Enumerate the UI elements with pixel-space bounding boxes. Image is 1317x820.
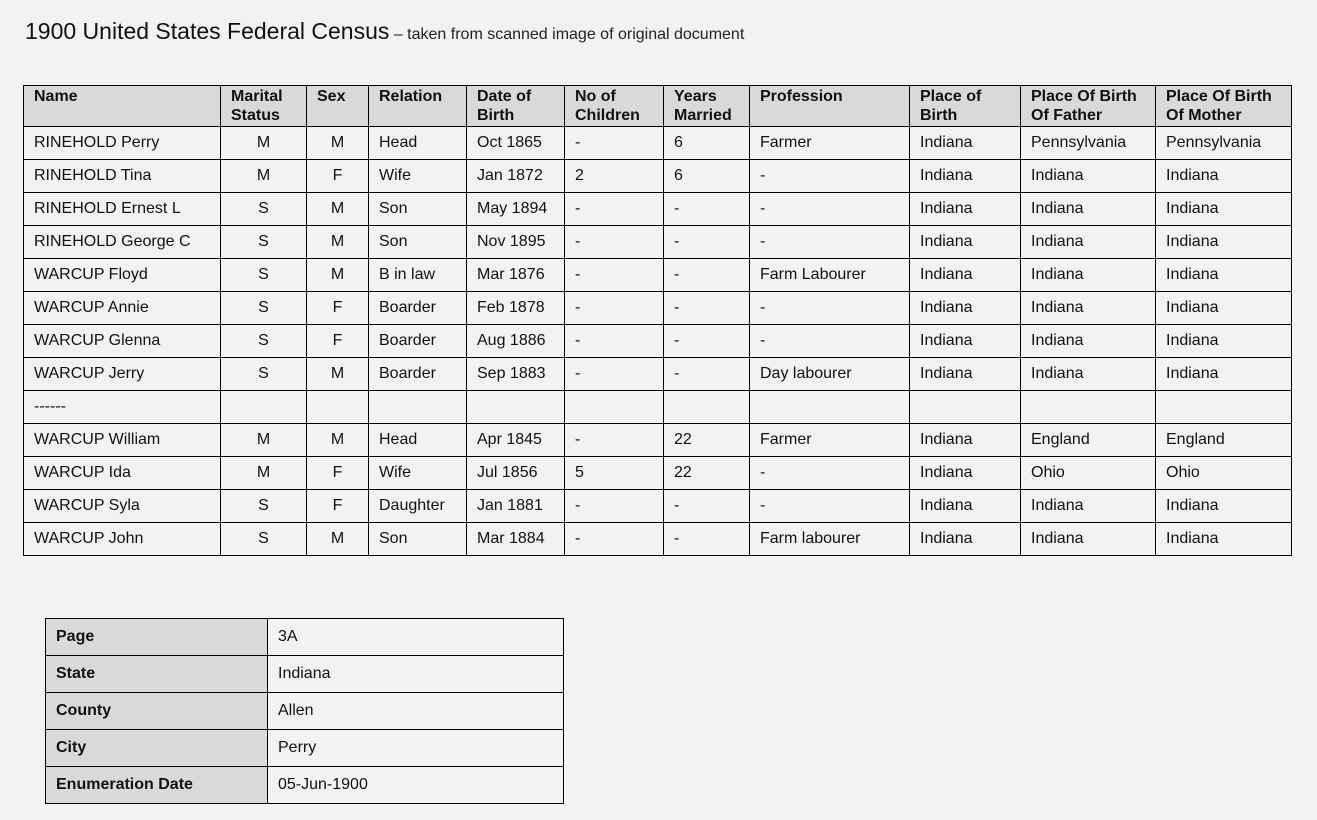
cell-place-of-birth: Indiana (910, 490, 1021, 523)
cell-no-of-children: - (565, 358, 664, 391)
cell-place-of-birth-mother: Indiana (1156, 259, 1292, 292)
cell-marital-status: S (221, 358, 307, 391)
cell-sex: M (307, 259, 369, 292)
cell-marital-status (221, 391, 307, 424)
cell-marital-status: S (221, 523, 307, 556)
cell-relation: B in law (369, 259, 467, 292)
cell-date-of-birth (467, 391, 565, 424)
info-row (46, 619, 564, 656)
cell-place-of-birth-father: Indiana (1021, 490, 1156, 523)
cell-place-of-birth-mother: Indiana (1156, 490, 1292, 523)
cell-marital-status: S (221, 490, 307, 523)
cell-place-of-birth-mother: Indiana (1156, 160, 1292, 193)
cell-marital-status: M (221, 457, 307, 490)
info-value: Perry (268, 730, 564, 767)
cell-profession: - (750, 292, 910, 325)
info-row (46, 767, 564, 804)
cell-place-of-birth-mother: Indiana (1156, 292, 1292, 325)
cell-marital-status: S (221, 226, 307, 259)
cell-date-of-birth: Aug 1886 (467, 325, 565, 358)
cell-relation: Boarder (369, 325, 467, 358)
cell-place-of-birth: Indiana (910, 292, 1021, 325)
cell-years-married: - (664, 226, 750, 259)
cell-date-of-birth: Feb 1878 (467, 292, 565, 325)
table-row (24, 424, 1292, 457)
cell-sex: M (307, 193, 369, 226)
table-row (24, 160, 1292, 193)
cell-name: RINEHOLD George C (24, 226, 221, 259)
cell-relation (369, 391, 467, 424)
table-row (24, 391, 1292, 424)
cell-place-of-birth-father: Pennsylvania (1021, 127, 1156, 160)
cell-place-of-birth-father: Indiana (1021, 193, 1156, 226)
cell-profession: - (750, 226, 910, 259)
cell-no-of-children: - (565, 424, 664, 457)
cell-name: WARCUP John (24, 523, 221, 556)
cell-profession: Farm labourer (750, 523, 910, 556)
cell-sex: F (307, 160, 369, 193)
census-header-row (24, 86, 1292, 127)
cell-place-of-birth-mother: Indiana (1156, 325, 1292, 358)
cell-place-of-birth-mother: Indiana (1156, 358, 1292, 391)
cell-years-married: - (664, 193, 750, 226)
cell-name: WARCUP Syla (24, 490, 221, 523)
cell-years-married: - (664, 358, 750, 391)
cell-relation: Boarder (369, 292, 467, 325)
cell-marital-status: S (221, 193, 307, 226)
table-row (24, 292, 1292, 325)
column-header-no-of-children: No of Children (565, 86, 664, 127)
cell-place-of-birth-mother: Indiana (1156, 193, 1292, 226)
cell-place-of-birth-father: Indiana (1021, 325, 1156, 358)
cell-place-of-birth-father: Indiana (1021, 160, 1156, 193)
cell-date-of-birth: Jan 1872 (467, 160, 565, 193)
cell-place-of-birth-father: Indiana (1021, 292, 1156, 325)
table-row (24, 259, 1292, 292)
cell-place-of-birth: Indiana (910, 226, 1021, 259)
cell-profession: Day labourer (750, 358, 910, 391)
cell-sex: M (307, 358, 369, 391)
cell-place-of-birth-father (1021, 391, 1156, 424)
cell-years-married: 22 (664, 424, 750, 457)
cell-profession: - (750, 457, 910, 490)
cell-name: WARCUP Glenna (24, 325, 221, 358)
column-header-place-of-birth: Place of Birth (910, 86, 1021, 127)
cell-sex: M (307, 523, 369, 556)
info-row (46, 693, 564, 730)
column-header-relation: Relation (369, 86, 467, 127)
cell-sex: F (307, 490, 369, 523)
cell-relation: Son (369, 193, 467, 226)
cell-profession: - (750, 325, 910, 358)
cell-date-of-birth: Nov 1895 (467, 226, 565, 259)
column-header-marital-status: Marital Status (221, 86, 307, 127)
cell-years-married: 6 (664, 160, 750, 193)
cell-relation: Head (369, 127, 467, 160)
cell-place-of-birth: Indiana (910, 127, 1021, 160)
column-header-years-married: Years Married (664, 86, 750, 127)
cell-relation: Daughter (369, 490, 467, 523)
cell-no-of-children: - (565, 127, 664, 160)
cell-sex: M (307, 424, 369, 457)
cell-place-of-birth-father: Indiana (1021, 358, 1156, 391)
cell-date-of-birth: Jul 1856 (467, 457, 565, 490)
info-label: Page (46, 619, 268, 656)
census-table (23, 85, 1292, 556)
column-header-name: Name (24, 86, 221, 127)
column-header-place-of-birth-mother: Place Of Birth Of Mother (1156, 86, 1292, 127)
cell-date-of-birth: Apr 1845 (467, 424, 565, 457)
cell-name: WARCUP Annie (24, 292, 221, 325)
cell-place-of-birth: Indiana (910, 160, 1021, 193)
cell-place-of-birth-mother: Indiana (1156, 523, 1292, 556)
table-row (24, 523, 1292, 556)
cell-place-of-birth-father: England (1021, 424, 1156, 457)
cell-relation: Son (369, 226, 467, 259)
cell-sex: M (307, 226, 369, 259)
cell-profession (750, 391, 910, 424)
cell-relation: Head (369, 424, 467, 457)
cell-marital-status: S (221, 292, 307, 325)
cell-years-married: - (664, 325, 750, 358)
cell-years-married (664, 391, 750, 424)
cell-name: RINEHOLD Perry (24, 127, 221, 160)
cell-no-of-children: - (565, 193, 664, 226)
cell-no-of-children: - (565, 325, 664, 358)
cell-place-of-birth-mother: England (1156, 424, 1292, 457)
cell-years-married: 22 (664, 457, 750, 490)
cell-place-of-birth-mother: Indiana (1156, 226, 1292, 259)
cell-date-of-birth: Oct 1865 (467, 127, 565, 160)
cell-no-of-children: - (565, 292, 664, 325)
cell-years-married: - (664, 490, 750, 523)
cell-profession: Farmer (750, 127, 910, 160)
column-header-place-of-birth-father: Place Of Birth Of Father (1021, 86, 1156, 127)
cell-profession: - (750, 490, 910, 523)
cell-marital-status: M (221, 160, 307, 193)
info-value: 3A (268, 619, 564, 656)
cell-place-of-birth: Indiana (910, 193, 1021, 226)
column-header-date-of-birth: Date of Birth (467, 86, 565, 127)
cell-name: RINEHOLD Tina (24, 160, 221, 193)
table-row (24, 358, 1292, 391)
info-label: Enumeration Date (46, 767, 268, 804)
cell-place-of-birth: Indiana (910, 424, 1021, 457)
cell-sex: M (307, 127, 369, 160)
cell-no-of-children: - (565, 523, 664, 556)
title-subtitle: – taken from scanned image of original document (389, 26, 745, 43)
info-label: State (46, 656, 268, 693)
cell-place-of-birth-mother: Pennsylvania (1156, 127, 1292, 160)
cell-name: RINEHOLD Ernest L (24, 193, 221, 226)
cell-place-of-birth: Indiana (910, 523, 1021, 556)
census-info-table (45, 618, 564, 804)
cell-relation: Wife (369, 457, 467, 490)
cell-place-of-birth-father: Ohio (1021, 457, 1156, 490)
cell-profession: Farm Labourer (750, 259, 910, 292)
cell-place-of-birth (910, 391, 1021, 424)
info-row (46, 730, 564, 767)
cell-place-of-birth: Indiana (910, 457, 1021, 490)
info-label: County (46, 693, 268, 730)
cell-relation: Wife (369, 160, 467, 193)
cell-place-of-birth-father: Indiana (1021, 523, 1156, 556)
cell-no-of-children: - (565, 226, 664, 259)
cell-sex: F (307, 457, 369, 490)
cell-place-of-birth: Indiana (910, 259, 1021, 292)
cell-sex: F (307, 325, 369, 358)
info-value: Indiana (268, 656, 564, 693)
info-value: 05-Jun-1900 (268, 767, 564, 804)
info-value: Allen (268, 693, 564, 730)
cell-name: WARCUP Floyd (24, 259, 221, 292)
table-row (24, 193, 1292, 226)
cell-date-of-birth: Jan 1881 (467, 490, 565, 523)
cell-years-married: - (664, 292, 750, 325)
info-row (46, 656, 564, 693)
cell-place-of-birth: Indiana (910, 325, 1021, 358)
cell-name: WARCUP Ida (24, 457, 221, 490)
cell-years-married: 6 (664, 127, 750, 160)
column-header-profession: Profession (750, 86, 910, 127)
cell-no-of-children: 5 (565, 457, 664, 490)
cell-place-of-birth-father: Indiana (1021, 226, 1156, 259)
cell-no-of-children: - (565, 490, 664, 523)
table-row (24, 490, 1292, 523)
column-header-sex: Sex (307, 86, 369, 127)
table-row (24, 325, 1292, 358)
cell-relation: Son (369, 523, 467, 556)
table-row (24, 457, 1292, 490)
cell-relation: Boarder (369, 358, 467, 391)
cell-sex: F (307, 292, 369, 325)
cell-no-of-children: 2 (565, 160, 664, 193)
table-row (24, 226, 1292, 259)
cell-marital-status: S (221, 259, 307, 292)
cell-marital-status: S (221, 325, 307, 358)
cell-marital-status: M (221, 127, 307, 160)
cell-name: ------ (24, 391, 221, 424)
cell-date-of-birth: Mar 1884 (467, 523, 565, 556)
title-main: 1900 United States Federal Census (25, 18, 390, 44)
cell-name: WARCUP Jerry (24, 358, 221, 391)
cell-date-of-birth: Sep 1883 (467, 358, 565, 391)
cell-sex (307, 391, 369, 424)
cell-place-of-birth-mother (1156, 391, 1292, 424)
cell-profession: Farmer (750, 424, 910, 457)
cell-date-of-birth: Mar 1876 (467, 259, 565, 292)
page-title (25, 18, 744, 45)
cell-profession: - (750, 160, 910, 193)
cell-date-of-birth: May 1894 (467, 193, 565, 226)
cell-place-of-birth: Indiana (910, 358, 1021, 391)
cell-profession: - (750, 193, 910, 226)
info-label: City (46, 730, 268, 767)
cell-place-of-birth-mother: Ohio (1156, 457, 1292, 490)
cell-years-married: - (664, 259, 750, 292)
cell-no-of-children (565, 391, 664, 424)
cell-no-of-children: - (565, 259, 664, 292)
cell-marital-status: M (221, 424, 307, 457)
cell-place-of-birth-father: Indiana (1021, 259, 1156, 292)
table-row (24, 127, 1292, 160)
cell-years-married: - (664, 523, 750, 556)
cell-name: WARCUP William (24, 424, 221, 457)
